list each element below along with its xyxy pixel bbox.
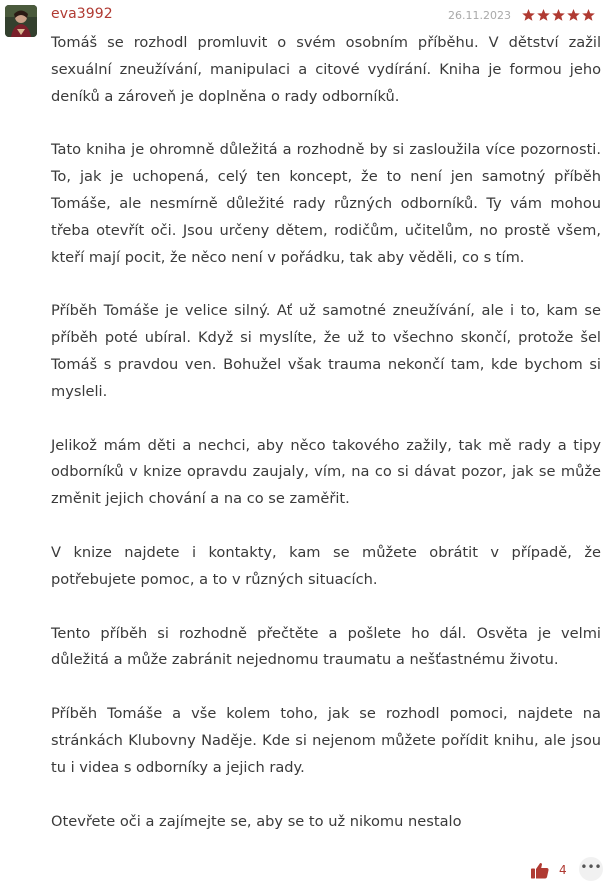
review-paragraph: Tato kniha je ohromně důležitá a rozhodně by si zasloužila více pozornosti. To, jak je uchopená, celý ten koncept, že to není jen samotný příběh Tomáše, ale nesmírně důležité rady různých odborníků. Ty vám mohou třeba otevřít oči. Jsou určeny dětem, rodičům, učitelům, no prostě všem, kteří mají pocit, že něco není v pořádku, tak aby věděli, co s tím. [51,141,601,266]
more-dots-icon: ••• [580,859,602,874]
review-paragraph: Otevřete oči a zajímejte se, aby se to už nikomu nestalo [51,812,462,830]
rating-stars [522,9,595,21]
star-icon [522,9,535,21]
star-icon [582,9,595,21]
review-paragraph: Příběh Tomáše je velice silný. Ať už samotné zneužívání, ale i to, kam se příběh poté ubíral. Když si myslíte, že už to všechno skončí, protože šel Tomáš s pravdou ven. Bohužel však trauma nekončí tam, kde bychom si mysleli. [51,302,601,400]
thumbs-up-icon [531,862,549,879]
review-paragraph: V knize najdete i kontakty, kam se můžete obrátit v případě, že potřebujete pomoc, a to v různých situacích. [51,543,601,588]
review-paragraph: Tento příběh si rozhodně přečtěte a pošlete ho dál. Osvěta je velmi důležitá a může zabránit nejednomu traumatu a nešťastnému životu. [51,624,601,669]
like-count: 4 [559,863,567,877]
more-options-button[interactable] [579,857,603,881]
like-button[interactable] [531,862,549,879]
star-icon [537,9,550,21]
review-date: 26.11.2023 [448,9,511,22]
review-paragraph: Tomáš se rozhodl promluvit o svém osobním příběhu. V dětství zažil sexuální zneužívání, manipulaci a citové vydírání. Kniha je formou jeho deníků a zároveň je doplněna o rady odborníků. [51,34,601,105]
star-icon [567,9,580,21]
review-paragraph: Příběh Tomáše a vše kolem toho, jak se rozhodl pomoci, najdete na stránkách Klubovny Naděje. Kde si nejenom můžete pořídit knihu, ale jsou tu i videa s odborníky a jejich rady. [51,705,601,776]
star-icon [552,9,565,21]
review-body [51,30,601,835]
avatar[interactable] [5,5,37,37]
review-paragraph: Jelikož mám děti a nechci, aby něco takového zažily, tak mě rady a tipy odborníků v knize opravdu zaujaly, vím, na co si dávat pozor, jak se může změnit jejich chování a na co se zaměřit. [51,436,601,508]
username-link[interactable]: eva3992 [51,6,113,22]
